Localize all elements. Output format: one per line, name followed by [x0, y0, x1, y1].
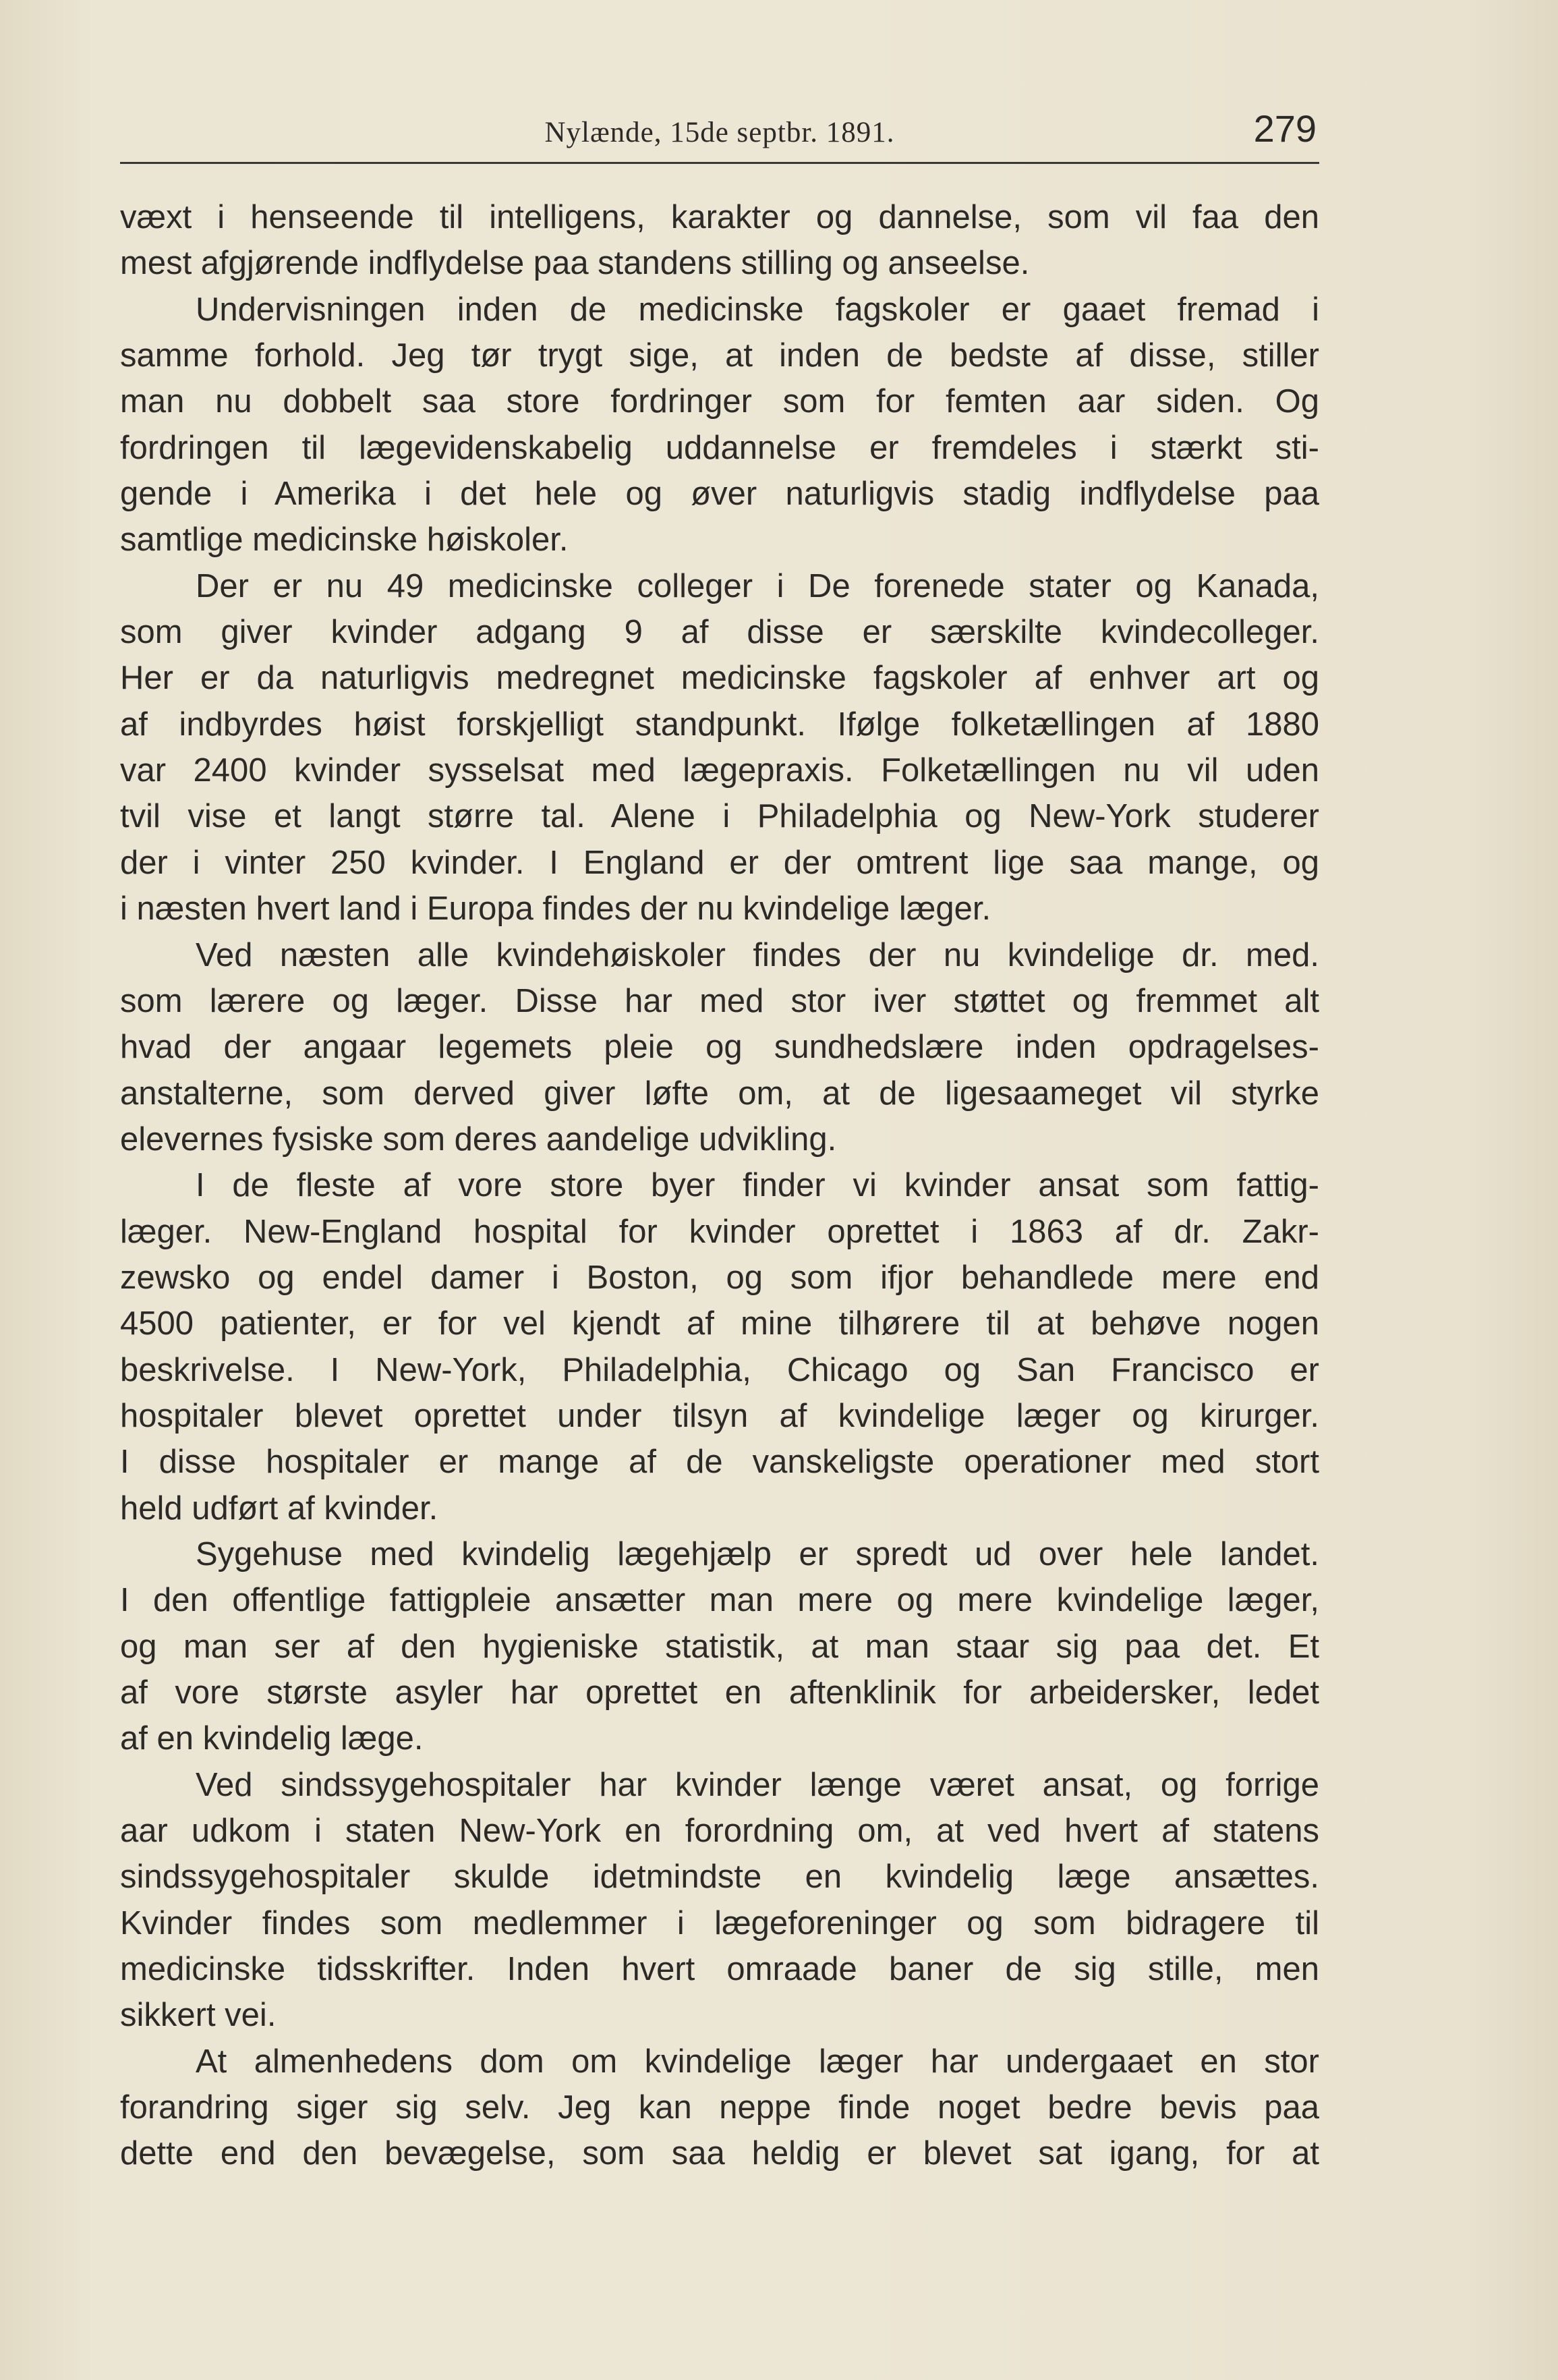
paragraph	[120, 2039, 1319, 2177]
paragraph	[120, 194, 1319, 287]
text-line: sindssygehospitaler skulde idetmindste en kvindelig læge ansættes.	[120, 1859, 1319, 1896]
text-line: Ved sindssygehospitaler har kvinder længe været ansat, og forrige	[196, 1766, 1319, 1803]
text-line: Undervisningen inden de medicinske fagskoler er gaaet fremad i	[196, 291, 1319, 328]
text-line: elevernes fysiske som deres aandelige udvikling.	[120, 1121, 837, 1158]
text-line: Sygehuse med kvindelig lægehjælp er spredt ud over hele landet.	[196, 1535, 1319, 1572]
text-line: mest afgjørende indflydelse paa standens stilling og anseelse.	[120, 245, 1030, 282]
running-title: Nylænde, 15de septbr. 1891.	[544, 117, 895, 148]
paragraph	[120, 1531, 1319, 1762]
text-line: At almenhedens dom om kvindelige læger har undergaaet en stor	[196, 2043, 1319, 2080]
text-line: Her er da naturligvis medregnet medicinske fagskoler af enhver art og	[120, 660, 1319, 697]
text-line: I den offentlige fattigpleie ansætter man mere og mere kvindelige læger,	[120, 1582, 1319, 1619]
text-line: Der er nu 49 medicinske colleger i De forenede stater og Kanada,	[196, 567, 1319, 604]
text-line: zewsko og endel damer i Boston, og som ifjor behandlede mere end	[120, 1259, 1319, 1296]
paragraph	[120, 287, 1319, 563]
text-line: af vore største asyler har oprettet en aftenklinik for arbeidersker, ledet	[120, 1674, 1319, 1711]
paragraph	[120, 1162, 1319, 1531]
text-line: gende i Amerika i det hele og øver naturligvis stadig indflydelse paa	[120, 476, 1319, 513]
page-header	[120, 101, 1319, 164]
paragraph	[120, 1762, 1319, 2039]
text-line: hvad der angaar legemets pleie og sundhedslære inden opdragelses-	[120, 1029, 1319, 1066]
text-line: forandring siger sig selv. Jeg kan neppe finde noget bedre bevis paa	[120, 2089, 1319, 2126]
text-line: af indbyrdes høist forskjelligt standpunkt. Ifølge folketællingen af 1880	[120, 706, 1319, 743]
body-text	[120, 194, 1319, 2177]
text-line: læger. New-England hospital for kvinder oprettet i 1863 af dr. Zakr-	[120, 1213, 1319, 1250]
text-line: beskrivelse. I New-York, Philadelphia, Chicago og San Francisco er	[120, 1351, 1319, 1388]
text-line: fordringen til lægevidenskabelig uddannelse er fremdeles i stærkt sti-	[120, 429, 1319, 466]
text-line: og man ser af den hygieniske statistik, at man staar sig paa det. Et	[120, 1628, 1319, 1665]
paragraph	[120, 932, 1319, 1163]
text-line: I disse hospitaler er mange af de vanskeligste operationer med stort	[120, 1444, 1319, 1481]
paragraph	[120, 563, 1319, 932]
text-line: samme forhold. Jeg tør trygt sige, at inden de bedste af disse, stiller	[120, 337, 1319, 374]
text-line: 4500 patienter, er for vel kjendt af mine tilhørere til at behøve nogen	[120, 1305, 1319, 1342]
text-line: samtlige medicinske høiskoler.	[120, 521, 569, 559]
text-line: som lærere og læger. Disse har med stor iver støttet og fremmet alt	[120, 982, 1319, 1019]
page-number: 279	[1253, 107, 1317, 150]
text-line: held udført af kvinder.	[120, 1490, 438, 1527]
text-line: Ved næsten alle kvindehøiskoler findes der nu kvindelige dr. med.	[196, 936, 1319, 973]
text-line: aar udkom i staten New-York en forordning om, at ved hvert af statens	[120, 1813, 1319, 1850]
text-line: tvil vise et langt større tal. Alene i Philadelphia og New-York studerer	[120, 798, 1319, 835]
text-line: som giver kvinder adgang 9 af disse er særskilte kvindecolleger.	[120, 614, 1319, 651]
text-line: var 2400 kvinder sysselsat med lægepraxis. Folketællingen nu vil uden	[120, 752, 1319, 789]
text-line: Kvinder findes som medlemmer i lægeforeninger og som bidragere til	[120, 1904, 1319, 1942]
text-line: i næsten hvert land i Europa findes der nu kvindelige læger.	[120, 890, 991, 928]
text-line: af en kvindelig læge.	[120, 1720, 424, 1757]
text-line: der i vinter 250 kvinder. I England er der omtrent lige saa mange, og	[120, 844, 1319, 881]
text-line: medicinske tidsskrifter. Inden hvert omraade baner de sig stille, men	[120, 1951, 1319, 1988]
text-line: sikkert vei.	[120, 1997, 277, 2034]
text-line: anstalterne, som derved giver løfte om, at de ligesaameget vil styrke	[120, 1075, 1319, 1112]
text-line: væxt i henseende til intelligens, karakter og dannelse, som vil faa den	[120, 199, 1319, 235]
text-line: man nu dobbelt saa store fordringer som for femten aar siden. Og	[120, 383, 1319, 420]
text-line: I de fleste af vore store byer finder vi kvinder ansat som fattig-	[196, 1167, 1319, 1204]
text-line: dette end den bevægelse, som saa heldig er blevet sat igang, for at	[120, 2135, 1319, 2172]
text-line: hospitaler blevet oprettet under tilsyn af kvindelige læger og kirurger.	[120, 1397, 1319, 1434]
